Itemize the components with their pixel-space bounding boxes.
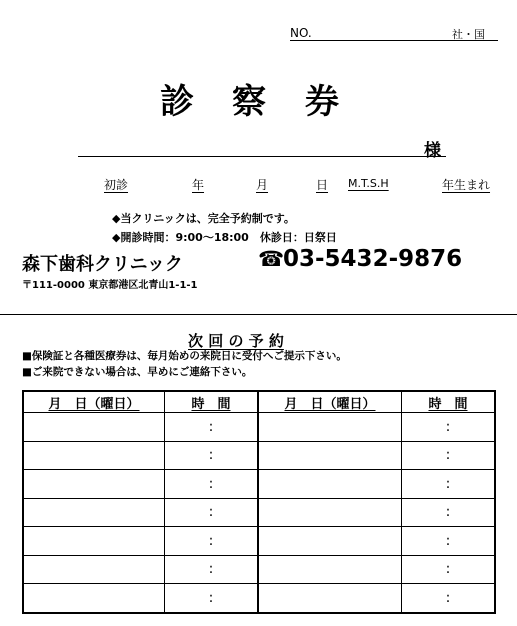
time-cell[interactable]: :: [165, 441, 259, 470]
first-visit-year: 年: [192, 178, 205, 192]
era-options: M.T.S.H: [348, 177, 389, 190]
date-cell[interactable]: [23, 555, 165, 584]
table-row: [23, 441, 495, 470]
date-cell[interactable]: [258, 413, 402, 442]
table-header-row: [23, 391, 495, 413]
next-appointment-title: 次 回 の 予 約: [188, 332, 284, 350]
col-date-2: 月 日（曜日）: [258, 391, 402, 413]
time-cell[interactable]: :: [402, 441, 496, 470]
time-cell[interactable]: :: [165, 527, 259, 556]
first-visit-month: 月: [256, 178, 269, 192]
date-cell[interactable]: [23, 527, 165, 556]
title-char-2: 察: [232, 82, 266, 122]
time-cell[interactable]: :: [165, 584, 259, 613]
clinic-phone: 03-5432-9876: [283, 246, 463, 272]
appointment-rows: [23, 413, 495, 613]
title-char-3: 券: [305, 82, 339, 122]
date-cell[interactable]: [258, 470, 402, 499]
col-date-1: 月 日（曜日）: [23, 391, 165, 413]
table-row: [23, 584, 495, 613]
table-row: [23, 498, 495, 527]
patient-name-line: [78, 156, 446, 157]
card-front: [0, 0, 517, 300]
date-cell[interactable]: [258, 555, 402, 584]
number-label: NO.: [290, 26, 312, 40]
table-row: [23, 555, 495, 584]
notice-reservation: ◆当クリニックは、完全予約制です。: [112, 212, 295, 225]
time-cell[interactable]: :: [165, 498, 259, 527]
time-cell[interactable]: :: [165, 555, 259, 584]
date-cell[interactable]: [258, 584, 402, 613]
appointment-table: [22, 390, 496, 614]
date-cell[interactable]: [23, 470, 165, 499]
name-suffix: 様: [424, 141, 441, 161]
date-cell[interactable]: [23, 441, 165, 470]
date-cell[interactable]: [258, 498, 402, 527]
first-visit-label: 初診: [104, 178, 129, 192]
col-time-1: 時 間: [165, 391, 259, 413]
note-cancel: ■ご来院できない場合は、早めにご連絡下さい。: [22, 366, 253, 378]
clinic-address: 〒111-0000 東京都港区北青山1-1-1: [22, 280, 198, 291]
date-cell[interactable]: [23, 413, 165, 442]
card-divider: [0, 314, 517, 315]
insurance-type-label: 社・国: [452, 28, 485, 41]
col-time-2: 時 間: [402, 391, 496, 413]
clinic-name: 森下歯科クリニック: [22, 254, 183, 275]
note-insurance: ■保険証と各種医療券は、毎月始めの来院日に受付へご提示下さい。: [22, 350, 347, 362]
number-line: [290, 40, 498, 41]
table-row: [23, 470, 495, 499]
time-cell[interactable]: :: [402, 470, 496, 499]
time-cell[interactable]: :: [165, 470, 259, 499]
telephone-icon: ☎: [258, 247, 285, 271]
date-cell[interactable]: [23, 498, 165, 527]
time-cell[interactable]: :: [402, 527, 496, 556]
first-visit-day: 日: [316, 178, 329, 192]
notice-hours: ◆開診時間：9:00～18:00 休診日：日祭日: [112, 231, 337, 244]
table-row: [23, 527, 495, 556]
time-cell[interactable]: :: [402, 584, 496, 613]
time-cell[interactable]: :: [402, 555, 496, 584]
date-cell[interactable]: [23, 584, 165, 613]
time-cell[interactable]: :: [402, 498, 496, 527]
title-char-1: 診: [160, 82, 194, 122]
time-cell[interactable]: :: [402, 413, 496, 442]
date-cell[interactable]: [258, 527, 402, 556]
birth-year-field: 年生まれ: [442, 178, 491, 192]
time-cell[interactable]: :: [165, 413, 259, 442]
table-row: [23, 413, 495, 442]
date-cell[interactable]: [258, 441, 402, 470]
